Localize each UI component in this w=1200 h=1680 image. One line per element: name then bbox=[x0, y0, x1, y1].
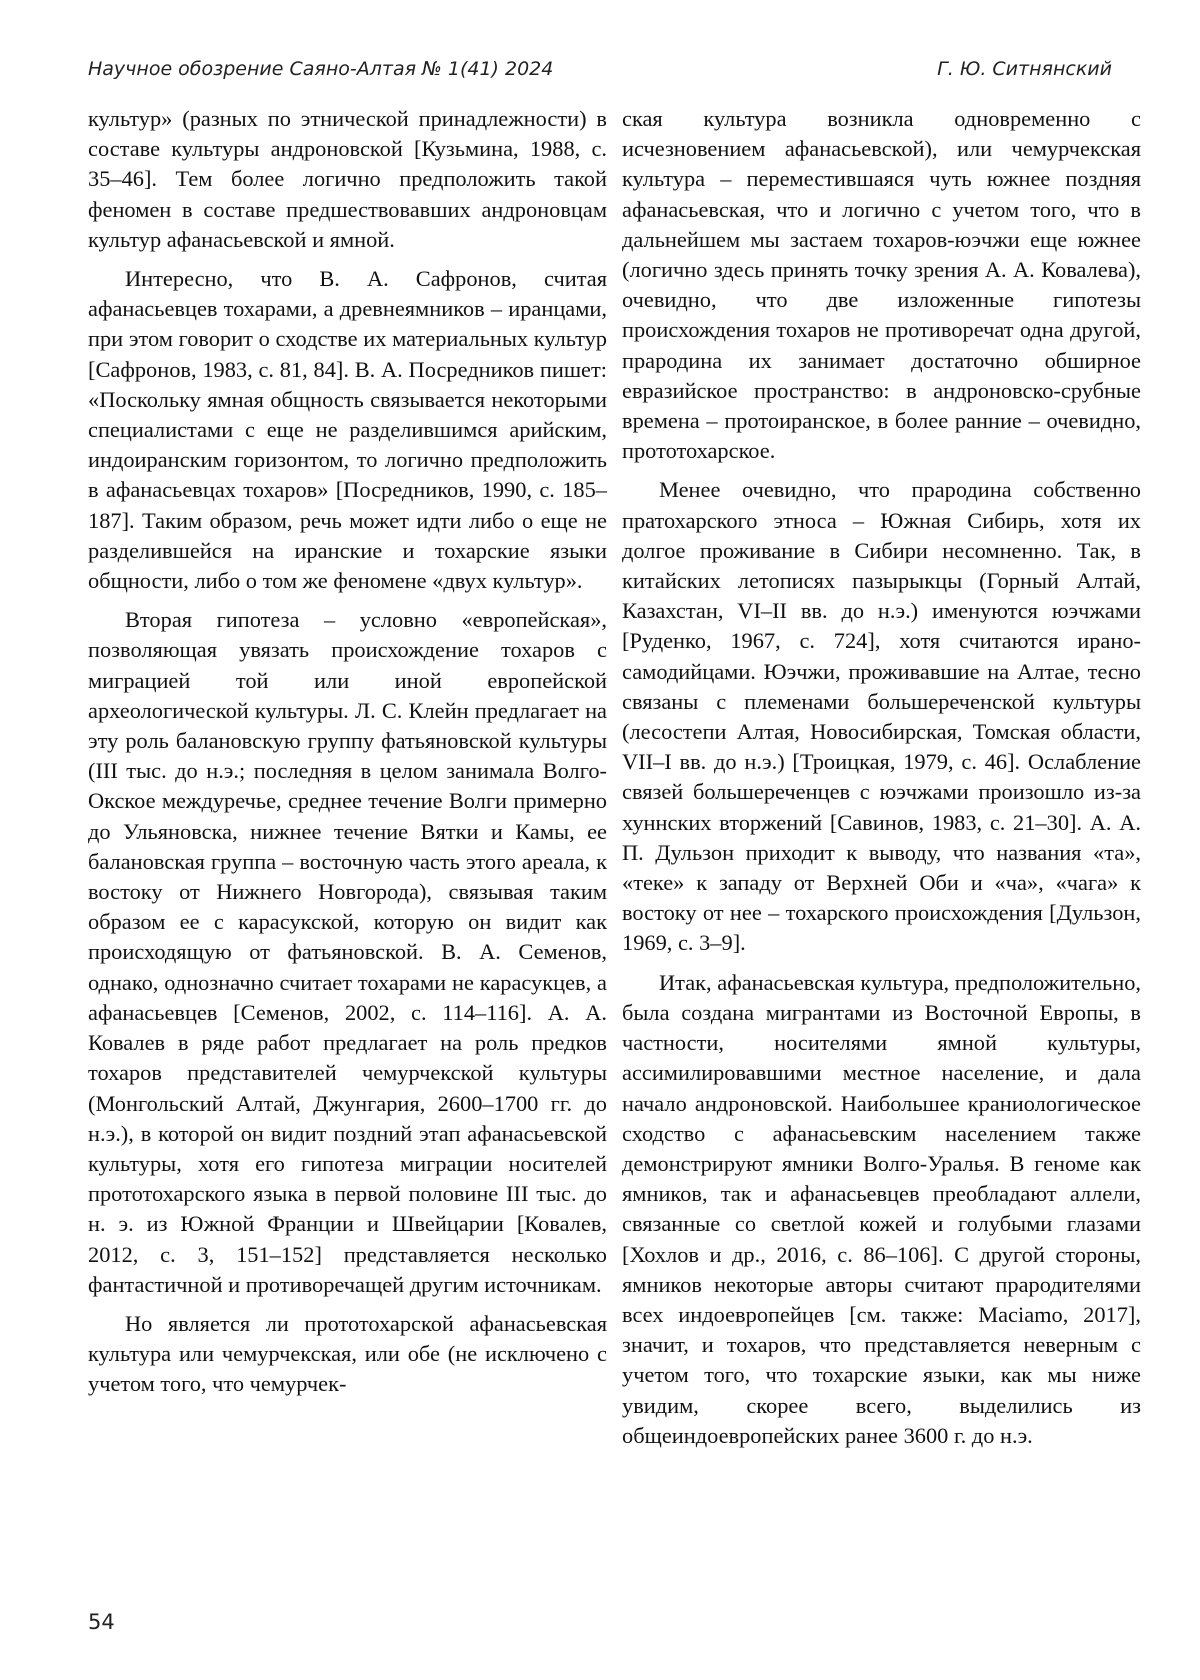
paragraph: ская культура возникла одновременно с исчезновением афанасьевской), или чемурчекская культура – переместившаяся чуть южнее поздняя афанасьевская, что и логично с учетом того, что в дальнейшем мы застаем тохаров-юэчжи еще южнее (логично здесь принять точку зрения А. А. Ковалева), очевидно, что две изложенные гипотезы происхождения тохаров не противоречат одна другой, прародина их занимает достаточно обширное евразийское пространство: в андроновско-срубные времена – протоиранское, в более ранние – очевидно, прототохарское. bbox=[622, 106, 1141, 464]
paragraph: Итак, афанасьевская культура, предположительно, была создана мигрантами из Восточной Европы, в частности, носителями ямной культуры, ассимилировавшими местное население, и дала начало андроновской. Наибольшее краниологическое сходство с афанасьевским населением также демонстрируют ямники Волго-Уралья. В геноме как ямников, так и афанасьевцев преобладают аллели, связанные со светлой кожей и голубыми глазами [Хохлов и др., 2016, с. 86–106]. С другой стороны, ямников некоторые авторы считают прародителями всех индоевропейцев [см. также: Maciamo, 2017], значит, и тохаров, что представляется неверным с учетом того, что тохарские языки, как мы ниже увидим, скорее всего, выделились из общеиндоевропейских ранее 3600 г. до н.э. bbox=[622, 969, 1141, 1448]
journal-title: Научное обозрение Саяно-Алтая № 1(41) 2024 bbox=[88, 58, 554, 80]
paragraph: Но является ли прототохарской афанасьевская культура или чемурчекская, или обе (не исключено с учетом того, что чемурчек- bbox=[88, 1310, 607, 1397]
author-name: Г. Ю. Ситнянский bbox=[937, 58, 1112, 80]
paragraph: Интересно, что В. А. Сафронов, считая афанасьевцев тохарами, а древнеямников – иранцами, при этом говорит о сходстве их материальных культур [Сафронов, 1983, с. 81, 84]. В. А. Посредников пишет: «Поскольку ямная общность связывается некоторыми специалистами с еще не разделившимся арийским, индоиранским горизонтом, то логично предположить в афанасьевцах тохаров» [Посредников, 1990, с. 185–187]. Таким образом, речь может идти либо о еще не разделившейся на иранские и тохарские языки общности, либо о том же феномене «двух культур». bbox=[88, 266, 607, 594]
running-header bbox=[88, 58, 1112, 92]
paragraph: Вторая гипотеза – условно «европейская», позволяющая увязать происхождение тохаров с миграцией той или иной европейской археологической культуры. Л. С. Клейн предлагает на эту роль балановскую группу фатьяновской культуры (III тыс. до н.э.; последняя в целом занимала Волго-Окское междуречье, среднее течение Волги примерно до Ульяновска, нижнее течение Вятки и Камы, ее балановская группа – восточную часть этого ареала, к востоку от Нижнего Новгорода), связывая таким образом ее с карасукской, которую он видит как происходящую от фатьяновской. В. А. Семенов, однако, однозначно считает тохарами не карасукцев, а афанасьевцев [Семенов, 2002, с. 114–116]. А. А. Ковалев в ряде работ предлагает на роль предков тохаров представителей чемурчекской культуры (Монгольский Алтай, Джунгария, 2600–1700 гг. до н.э.), в которой он видит поздний этап афанасьевской культуры, хотя его гипотеза миграции носителей прототохарского языка в первой половине III тыс. до н. э. из Южной Франции и Швейцарии [Ковалев, 2012, с. 3, 151–152] представляется несколько фантастичной и противоречащей другим источникам. bbox=[88, 607, 607, 1297]
paragraph: культур» (разных по этнической принадлежности) в составе культуры андроновской [Кузьмина, 1988, с. 35–46]. Тем более логично предположить такой феномен в составе предшествовавших андроновцам культур афанасьевской и ямной. bbox=[88, 106, 607, 252]
left-column bbox=[88, 104, 607, 1409]
right-column bbox=[622, 104, 1141, 1460]
page-number: 54 bbox=[88, 1610, 115, 1634]
paragraph: Менее очевидно, что прародина собственно пратохарского этноса – Южная Сибирь, хотя их долгое проживание в Сибири несомненно. Так, в китайских летописях пазырыкцы (Горный Алтай, Казахстан, VI–II вв. до н.э.) именуются юэчжами [Руденко, 1967, с. 724], хотя считаются ирано-самодийцами. Юэчжи, проживавшие на Алтае, тесно связаны с племенами большереченской культуры (лесостепи Алтая, Новосибирская, Томская области, VII–I вв. до н.э.) [Троицкая, 1979, с. 46]. Ослабление связей большереченцев с юэчжами произошло из-за хуннских вторжений [Савинов, 1983, с. 21–30]. А. А. П. Дульзон приходит к выводу, что названия «та», «теке» к западу от Верхней Оби и «ча», «чага» к востоку от нее – тохарского происхождения [Дульзон, 1969, с. 3–9]. bbox=[622, 477, 1141, 956]
